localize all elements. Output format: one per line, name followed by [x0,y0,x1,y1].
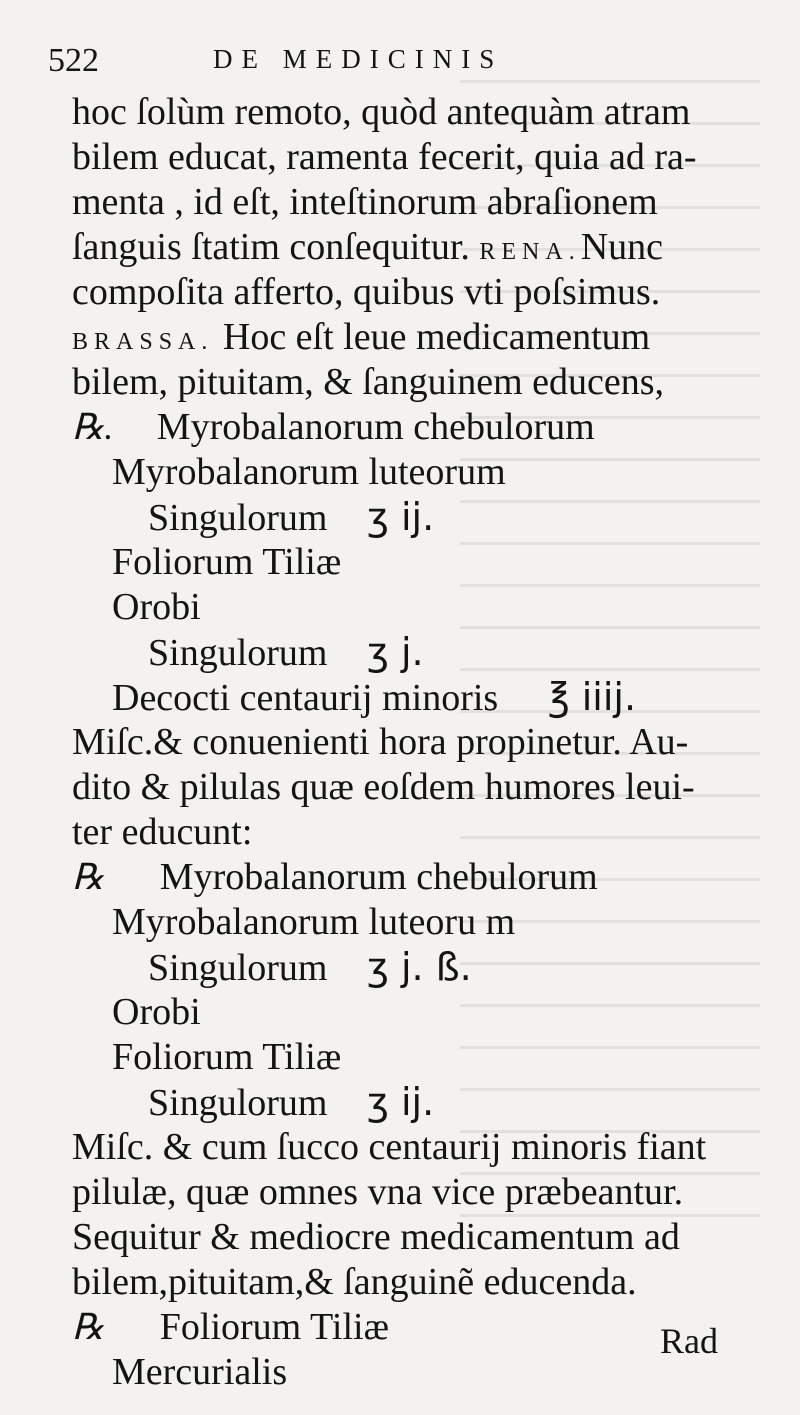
ingredient: Orobi [112,991,201,1033]
dose-line [148,945,472,989]
page-number: 522 [48,42,99,79]
text-line: bilem,pituitam,& ſanguinẽ educenda. [72,1261,637,1303]
text-fragment: Nunc [580,226,664,268]
text-line: Miſc.& conuenienti hora propinetur. Au- [72,721,689,763]
recipe-line [72,858,598,896]
catchword: Rad [660,1321,718,1361]
ingredient: Myrobalanorum luteoru m [112,901,516,943]
recipe-symbol: ℞. [72,407,114,447]
dose: ʒ j. ß. [366,945,472,989]
ingredient: Singulorum [148,947,328,989]
text-line: menta , id eſt, inteſtinorum abraſionem [72,181,658,223]
text-line: Sequitur & mediocre medicamentum ad [72,1216,680,1258]
ingredient: Foliorum Tiliæ [112,1036,342,1078]
ingredient: Mercurialis [112,1351,288,1393]
running-head: DE MEDICINIS [213,44,504,74]
dose: ʒ ij. [366,495,435,539]
recipe-symbol: ℞ [72,857,105,897]
speaker-brassa: BRASSA. [72,329,214,355]
page-header [38,42,758,82]
ingredient: Singulorum [148,1082,328,1124]
ingredient: Myrobalanorum chebulorum [159,856,598,898]
recipe-symbol: ℞ [72,1307,105,1347]
text-line: ter educunt: [72,811,253,853]
ingredient: Myrobalanorum luteorum [112,451,506,493]
dose-line [112,675,637,719]
text-line-with-speaker [72,318,650,356]
text-line: dito & pilulas quæ eoſdem humores leui- [72,766,695,808]
ingredient: Singulorum [148,497,328,539]
ingredient: Foliorum Tiliæ [159,1306,389,1348]
text-line: pilulæ, quæ omnes vna vice præbeantur. [72,1171,684,1213]
ingredient: Orobi [112,586,201,628]
dose-line [148,1080,435,1124]
text-line: hoc ſolùm remoto, quòd antequàm atram [72,91,691,133]
ingredient: Myrobalanorum chebulorum [156,406,595,448]
text-fragment: Hoc eſt leue medicamentum [222,316,651,358]
dose-line [148,495,435,539]
text-line: Miſc. & cum ſucco centaurij minoris fiant [72,1126,707,1168]
text-fragment: ſanguis ſtatim conſequitur. [72,226,470,268]
dose-line [148,630,424,674]
dose: ʒ j. [366,630,424,674]
ingredient: Singulorum [148,632,328,674]
text-line: compoſita afferto, quibus vti poſsimus. [72,271,661,313]
speaker-rena: RENA. [479,239,581,265]
ingredient: Decocti centaurij minoris [112,677,499,719]
text-line-with-speaker [72,228,663,266]
dose: ʒ ij. [366,1080,435,1124]
text-line: bilem, pituitam, & ſanguinem educens, [72,361,665,403]
recipe-line [72,408,595,446]
dose: ℥ iiij. [547,675,637,719]
recipe-line [72,1308,389,1346]
text-line: bilem educat, ramenta fecerit, quia ad ra- [72,136,697,178]
ingredient: Foliorum Tiliæ [112,541,342,583]
